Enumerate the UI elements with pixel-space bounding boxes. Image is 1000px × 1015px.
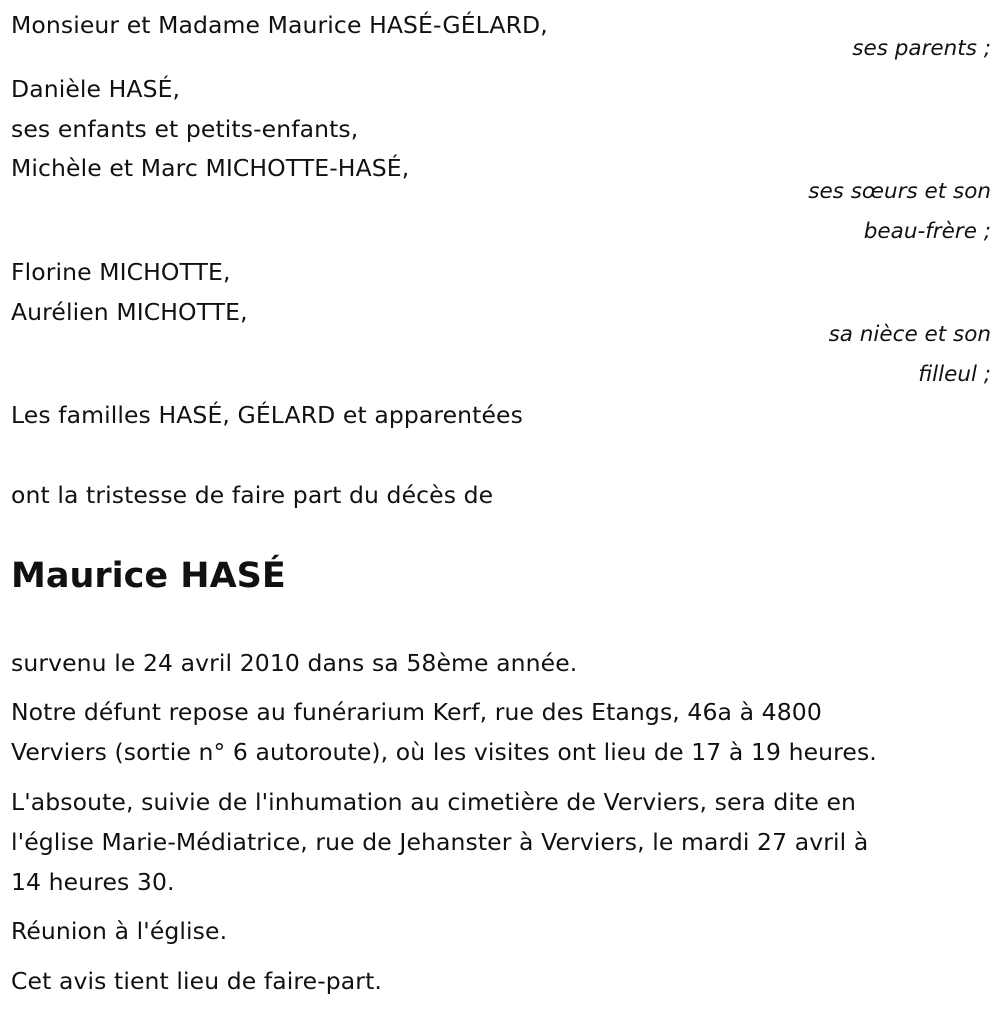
family-name-line: Monsieur et Madame Maurice HASÉ-GÉLARD, — [11, 11, 548, 39]
detail-line: survenu le 24 avril 2010 dans sa 58ème année. — [11, 649, 578, 677]
death-notice — [11, 0, 991, 1015]
detail-line: Verviers (sortie n° 6 autoroute), où les visites ont lieu de 17 à 19 heures. — [11, 738, 877, 766]
family-name-line: Florine MICHOTTE, — [11, 258, 231, 286]
deceased-name: Maurice HASÉ — [11, 556, 286, 596]
family-name-line: Danièle HASÉ, — [11, 75, 181, 103]
detail-line: 14 heures 30. — [11, 868, 175, 896]
family-name-line: ses enfants et petits-enfants, — [11, 115, 359, 143]
detail-line: Cet avis tient lieu de faire-part. — [11, 967, 382, 995]
relation-label: sa nièce et son — [828, 322, 991, 347]
relation-label: ses sœurs et son — [808, 179, 991, 204]
relation-label: filleul ; — [918, 362, 991, 387]
family-name-line: Aurélien MICHOTTE, — [11, 298, 248, 326]
detail-line: Notre défunt repose au funérarium Kerf, rue des Etangs, 46a à 4800 — [11, 698, 822, 726]
detail-line: L'absoute, suivie de l'inhumation au cimetière de Verviers, sera dite en — [11, 788, 857, 816]
relation-label: ses parents ; — [852, 36, 991, 61]
detail-line: l'église Marie-Médiatrice, rue de Jehanster à Verviers, le mardi 27 avril à — [11, 828, 869, 856]
relation-label: beau-frère ; — [863, 219, 991, 244]
detail-line: Réunion à l'église. — [11, 917, 228, 945]
family-name-line: Les familles HASÉ, GÉLARD et apparentées — [11, 401, 523, 429]
intro-text: ont la tristesse de faire part du décès de — [11, 481, 494, 509]
family-name-line: Michèle et Marc MICHOTTE-HASÉ, — [11, 154, 410, 182]
